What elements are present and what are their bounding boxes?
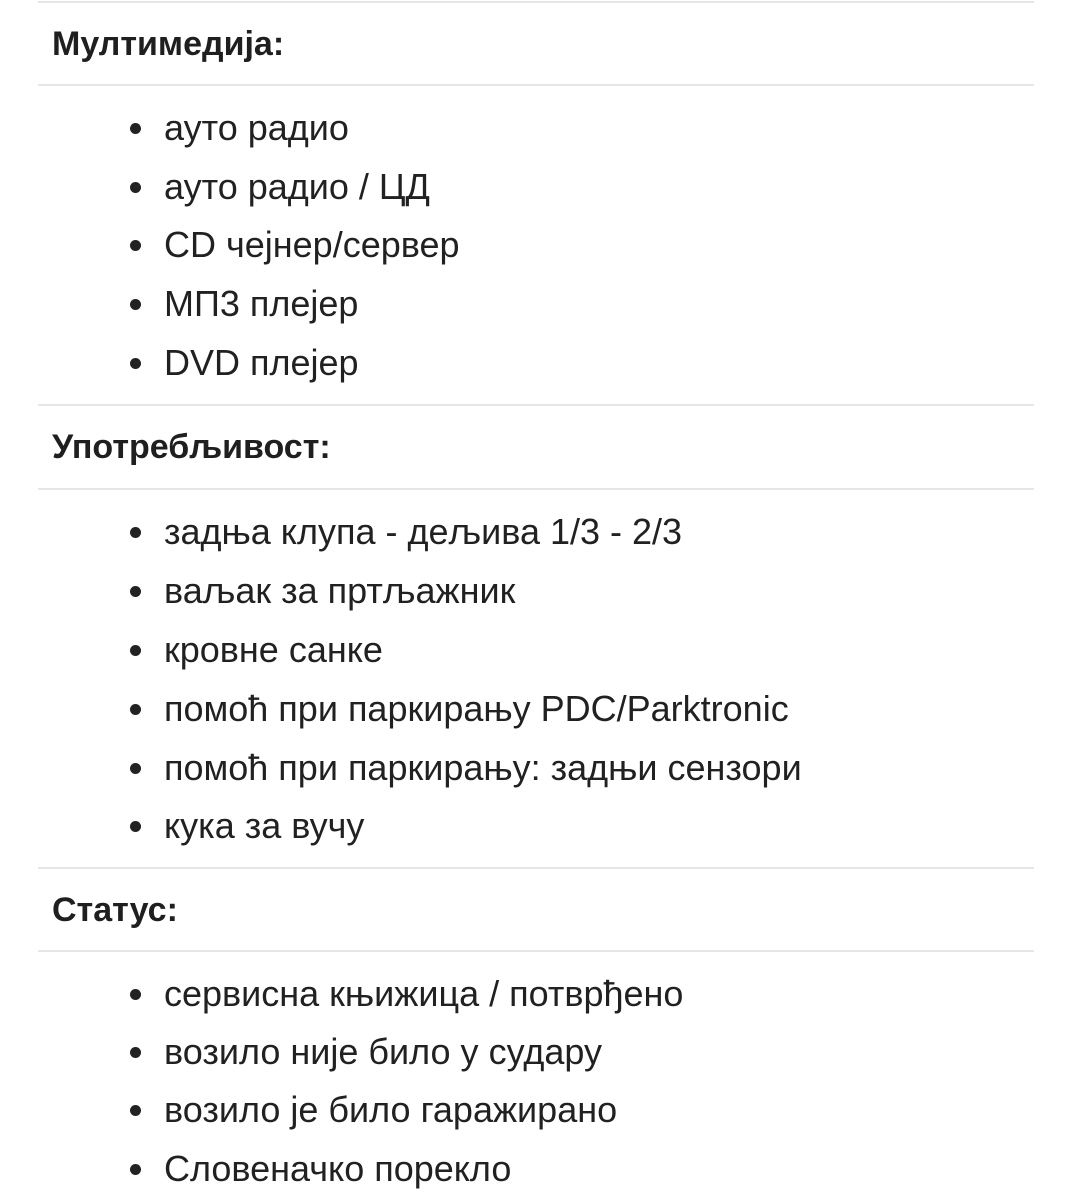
list-item-label: возило је било гаражирано	[164, 1089, 618, 1130]
divider	[38, 1, 1034, 3]
bullet-icon	[130, 704, 141, 715]
bullet-icon	[130, 989, 141, 1000]
list-item	[130, 803, 364, 849]
bullet-icon	[130, 240, 141, 251]
divider	[38, 488, 1034, 490]
list-item	[130, 281, 358, 327]
list-item-label: Словеначко порекло	[164, 1148, 512, 1189]
list-item-label: МП3 плејер	[164, 283, 359, 324]
list-item	[130, 222, 460, 268]
list-item	[130, 971, 683, 1017]
bullet-icon	[130, 1105, 141, 1116]
section-title-usability: Употребљивост:	[52, 428, 331, 466]
bullet-icon	[130, 1164, 141, 1175]
list-item-label: помоћ при паркирању PDC/Parktronic	[164, 688, 789, 729]
list-item-label: сервисна књижица / потврђено	[164, 973, 684, 1014]
list-item-label: помоћ при паркирању: задњи сензори	[164, 747, 802, 788]
bullet-icon	[130, 123, 141, 134]
section-title-status: Статус:	[52, 891, 178, 929]
list-item-label: CD чејнер/сервер	[164, 224, 460, 265]
list-item-label: ауто радио / ЦД	[164, 166, 430, 207]
list-item-label: DVD плејер	[164, 342, 359, 383]
list-item	[130, 509, 682, 555]
list-item-label: ауто радио	[164, 107, 349, 148]
divider	[38, 950, 1034, 952]
list-item	[130, 164, 430, 210]
section-title-multimedia: Мултимедија:	[52, 25, 285, 63]
list-item	[130, 105, 349, 151]
bullet-icon	[130, 763, 141, 774]
bullet-icon	[130, 586, 141, 597]
list-item	[130, 1087, 617, 1133]
list-item-label: кровне санке	[164, 629, 383, 670]
list-item	[130, 340, 359, 386]
list-item-label: ваљак за пртљажник	[164, 570, 516, 611]
list-item-label: кука за вучу	[164, 805, 365, 846]
divider	[38, 404, 1034, 406]
bullet-icon	[130, 645, 141, 656]
list-item-label: возило није било у судару	[164, 1031, 603, 1072]
bullet-icon	[130, 358, 141, 369]
list-item	[130, 1029, 602, 1075]
list-item	[130, 745, 802, 791]
divider	[38, 84, 1034, 86]
list-item	[130, 627, 383, 673]
bullet-icon	[130, 1047, 141, 1058]
bullet-icon	[130, 821, 141, 832]
list-item	[130, 1146, 511, 1192]
bullet-icon	[130, 527, 141, 538]
bullet-icon	[130, 182, 141, 193]
bullet-icon	[130, 299, 141, 310]
list-item	[130, 568, 515, 614]
divider	[38, 867, 1034, 869]
list-item	[130, 686, 789, 732]
list-item-label: задња клупа - дељива 1/3 - 2/3	[164, 511, 683, 552]
